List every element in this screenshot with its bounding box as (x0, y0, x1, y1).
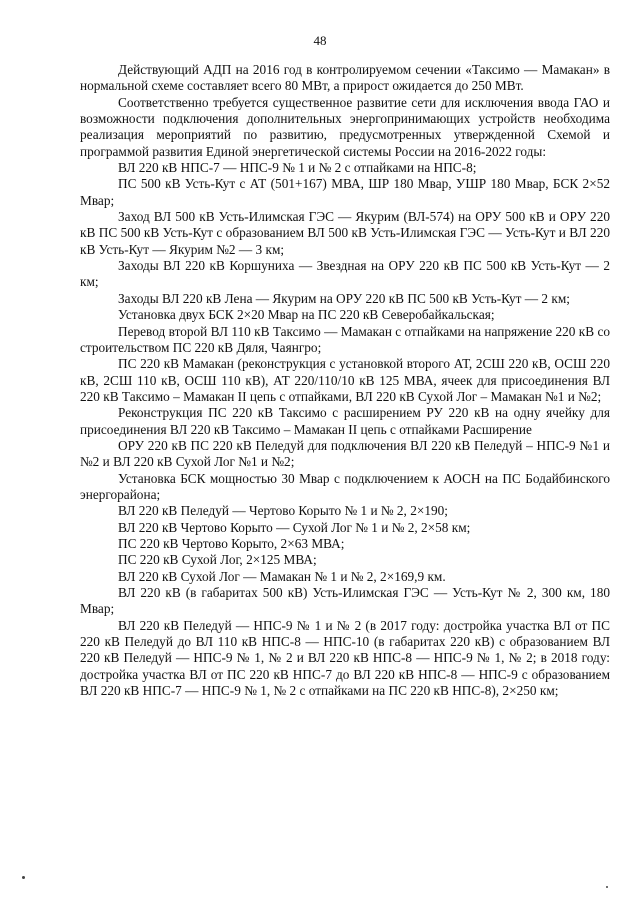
scan-speck (606, 886, 608, 888)
paragraph-4: ПС 500 кВ Усть-Кут с АТ (501+167) МВА, ШР 180 Мвар, УШР 180 Мвар, БСК 2×52 Мвар; (80, 176, 610, 208)
paragraph-16: ПС 220 кВ Чертово Корыто, 2×63 МВА; (118, 535, 345, 551)
paragraph-8: Установка двух БСК 2×20 Мвар на ПС 220 кВ Северобайкальская; (118, 307, 495, 323)
paragraph-11: Реконструкция ПС 220 кВ Таксимо с расширением РУ 220 кВ на одну ячейку для присоединения ВЛ 220 кВ Таксимо – Мамакан II цепь с отпайками Расширение (80, 405, 610, 437)
paragraph-13: Установка БСК мощностью 30 Мвар с подключением к АОСН на ПС Бодайбинского энергорайона; (80, 470, 610, 502)
paragraph-5: Заход ВЛ 500 кВ Усть-Илимская ГЭС — Якурим (ВЛ-574) на ОРУ 500 кВ и ОРУ 220 кВ ПС 500 кВ Усть-Кут с образованием ВЛ 500 кВ Усть-Илимская ГЭС — Усть-Кут и ВЛ 220 кВ Усть-Кут — Якурим №2 — 3 км; (80, 209, 610, 257)
paragraph-10: ПС 220 кВ Мамакан (реконструкция с установкой второго АТ, 2СШ 220 кВ, ОСШ 220 кВ, 2СШ 110 кВ, ОСШ 110 кВ), АТ 220/110/10 кВ 125 МВА, ячеек для присоединения ВЛ 220 кВ Таксимо – Мамакан II цепь с отпайками, ВЛ 220 кВ Сухой Лог – Мамакан №1 и №2; (80, 356, 610, 404)
paragraph-19: ВЛ 220 кВ (в габаритах 500 кВ) Усть-Илимская ГЭС — Усть-Кут № 2, 300 км, 180 Мвар; (80, 585, 610, 617)
paragraph-17: ПС 220 кВ Сухой Лог, 2×125 МВА; (118, 552, 317, 568)
page-number: 48 (313, 33, 327, 48)
scan-speck (22, 876, 25, 879)
paragraph-7: Заходы ВЛ 220 кВ Лена — Якурим на ОРУ 220 кВ ПС 500 кВ Усть-Кут — 2 км; (118, 290, 570, 306)
paragraph-18: ВЛ 220 кВ Сухой Лог — Мамакан № 1 и № 2, 2×169,9 км. (118, 568, 446, 584)
paragraph-15: ВЛ 220 кВ Чертово Корыто — Сухой Лог № 1 и № 2, 2×58 км; (118, 519, 471, 535)
paragraph-12: ОРУ 220 кВ ПС 220 кВ Пеледуй для подключения ВЛ 220 кВ Пеледуй – НПС-9 №1 и №2 и ВЛ 220 кВ Сухой Лог №1 и №2; (80, 437, 610, 470)
paragraph-14: ВЛ 220 кВ Пеледуй — Чертово Корыто № 1 и № 2, 2×190; (118, 503, 448, 519)
paragraph-2: Соответственно требуется существенное развитие сети для исключения ввода ГАО и возможности подключения дополнительных энергопринимающих устройств необходима реализация мероприятий по развитию, предусмотренных утвержденной Схемой и программой развития Единой энергетической системы России на 2016-2022 годы: (80, 94, 610, 159)
paragraph-6: Заходы ВЛ 220 кВ Коршуниха — Звездная на ОРУ 220 кВ ПС 500 кВ Усть-Кут — 2 км; (80, 258, 610, 290)
paragraph-20: ВЛ 220 кВ Пеледуй — НПС-9 № 1 и № 2 (в 2017 году: достройка участка ВЛ от ПС 220 кВ Пеледуй до ВЛ 110 кВ НПС-8 — НПС-10 (в габаритах 220 кВ) с образованием ВЛ 220 кВ Пеледуй — НПС-9 № 1, № 2 и ВЛ 220 кВ НПС-8 — НПС-9 № 1, № 2; в 2018 году: достройка участка ВЛ от ПС 220 кВ НПС-7 до ВЛ 220 кВ НПС-8 — НПС-9 с образованием ВЛ 220 кВ НПС-7 — НПС-9 № 1, № 2 с отпайками на ПС 220 кВ НПС-8), 2×250 км; (80, 617, 610, 699)
paragraph-3: ВЛ 220 кВ НПС-7 — НПС-9 № 1 и № 2 с отпайками на НПС-8; (118, 160, 477, 176)
paragraph-1: Действующий АДП на 2016 год в контролируемом сечении «Таксимо — Мамакан» в нормальной схеме составляет всего 80 МВт, а прирост ожидается до 250 МВт. (80, 62, 610, 94)
paragraph-9: Перевод второй ВЛ 110 кВ Таксимо — Мамакан с отпайками на напряжение 220 кВ со строительством ПС 220 кВ Дяля, Чаянгро; (80, 323, 610, 355)
document-body (80, 62, 610, 699)
